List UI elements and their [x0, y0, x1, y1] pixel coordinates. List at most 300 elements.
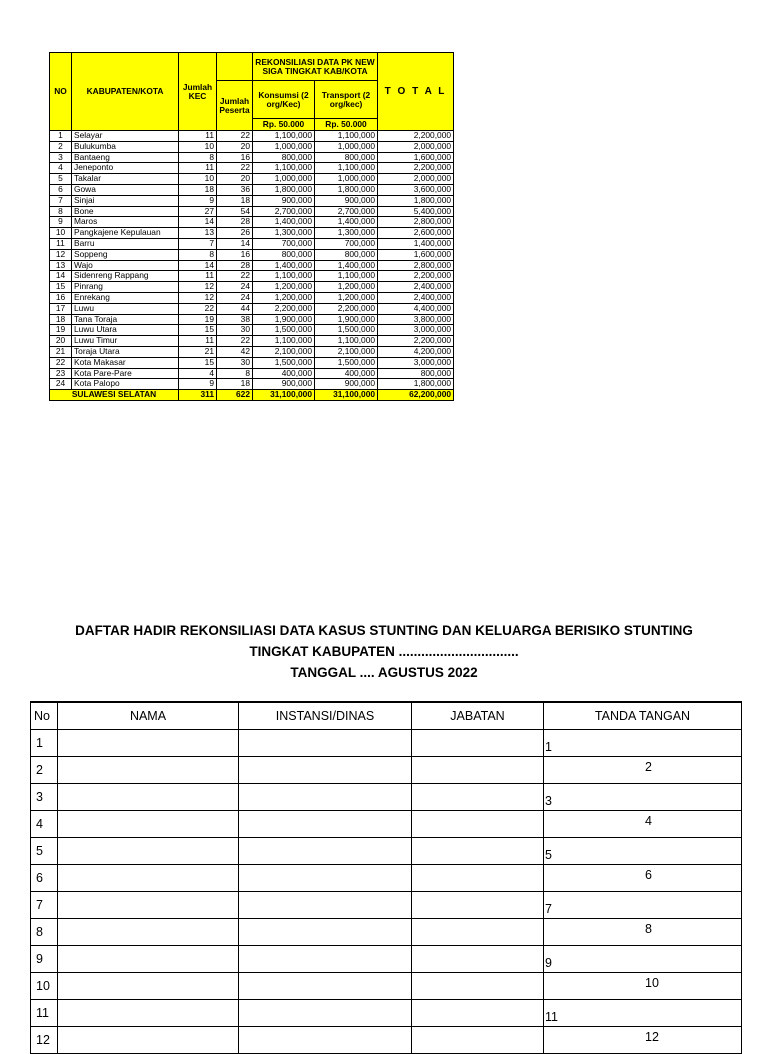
att-header-jabatan: JABATAN	[412, 702, 544, 730]
attendance-no: 7	[31, 892, 58, 919]
row-transport: 700,000	[315, 238, 378, 249]
row-kabupaten: Selayar	[72, 131, 179, 142]
recon-table-row	[50, 163, 454, 174]
attendance-row	[31, 784, 742, 811]
recon-table-row	[50, 346, 454, 357]
row-konsumsi: 1,300,000	[253, 228, 315, 239]
row-no: 12	[50, 249, 72, 260]
row-kabupaten: Toraja Utara	[72, 346, 179, 357]
att-header-nama: NAMA	[58, 702, 239, 730]
header-transport: Transport (2 org/kec)	[315, 81, 378, 119]
row-total: 1,400,000	[378, 238, 454, 249]
jabatan-field[interactable]	[412, 757, 544, 784]
row-peserta: 24	[217, 292, 253, 303]
row-transport: 400,000	[315, 368, 378, 379]
row-transport: 2,200,000	[315, 303, 378, 314]
attendance-table	[30, 701, 742, 1054]
header-no: NO	[50, 53, 72, 131]
jabatan-field[interactable]	[412, 892, 544, 919]
recon-table-row	[50, 379, 454, 390]
row-kec: 4	[179, 368, 217, 379]
jabatan-field[interactable]	[412, 919, 544, 946]
row-kec: 7	[179, 238, 217, 249]
signature-number: 3	[545, 794, 552, 808]
recon-table-row	[50, 357, 454, 368]
recon-table-row	[50, 141, 454, 152]
recon-table-row	[50, 271, 454, 282]
nama-field[interactable]	[58, 757, 239, 784]
instansi-field[interactable]	[239, 811, 412, 838]
row-kec: 15	[179, 357, 217, 368]
attendance-row	[31, 973, 742, 1000]
jabatan-field[interactable]	[412, 811, 544, 838]
instansi-field[interactable]	[239, 946, 412, 973]
attendance-row	[31, 730, 742, 757]
row-kabupaten: Luwu Utara	[72, 325, 179, 336]
signature-field[interactable]	[544, 730, 742, 757]
signature-field[interactable]	[544, 946, 742, 973]
row-kabupaten: Tana Toraja	[72, 314, 179, 325]
total-transport: 31,100,000	[315, 390, 378, 401]
row-konsumsi: 1,400,000	[253, 217, 315, 228]
recon-total-row	[50, 390, 454, 401]
row-transport: 1,200,000	[315, 282, 378, 293]
row-transport: 1,400,000	[315, 260, 378, 271]
reconciliation-body	[50, 131, 454, 401]
row-peserta: 38	[217, 314, 253, 325]
row-kabupaten: Jeneponto	[72, 163, 179, 174]
row-transport: 900,000	[315, 195, 378, 206]
jabatan-field[interactable]	[412, 865, 544, 892]
row-peserta: 44	[217, 303, 253, 314]
nama-field[interactable]	[58, 973, 239, 1000]
signature-number: 9	[545, 956, 552, 970]
row-no: 11	[50, 238, 72, 249]
row-kabupaten: Bantaeng	[72, 152, 179, 163]
row-konsumsi: 1,100,000	[253, 163, 315, 174]
row-kabupaten: Luwu Timur	[72, 336, 179, 347]
attendance-row	[31, 1027, 742, 1054]
row-konsumsi: 1,200,000	[253, 292, 315, 303]
attendance-no: 3	[31, 784, 58, 811]
row-konsumsi: 1,800,000	[253, 184, 315, 195]
row-no: 7	[50, 195, 72, 206]
signature-field[interactable]	[544, 892, 742, 919]
row-total: 2,400,000	[378, 292, 454, 303]
row-konsumsi: 700,000	[253, 238, 315, 249]
signature-number: 2	[645, 760, 652, 774]
row-konsumsi: 1,900,000	[253, 314, 315, 325]
recon-table-row	[50, 174, 454, 185]
row-total: 2,200,000	[378, 163, 454, 174]
nama-field[interactable]	[58, 919, 239, 946]
row-kec: 21	[179, 346, 217, 357]
row-kabupaten: Takalar	[72, 174, 179, 185]
row-peserta: 42	[217, 346, 253, 357]
row-kabupaten: Bulukumba	[72, 141, 179, 152]
row-total: 3,000,000	[378, 357, 454, 368]
recon-table-row	[50, 292, 454, 303]
attendance-row	[31, 811, 742, 838]
row-kabupaten: Sidenreng Rappang	[72, 271, 179, 282]
signature-number: 5	[545, 848, 552, 862]
row-total: 1,800,000	[378, 379, 454, 390]
row-total: 2,200,000	[378, 131, 454, 142]
row-total: 800,000	[378, 368, 454, 379]
reconciliation-table	[49, 52, 454, 401]
row-kec: 10	[179, 174, 217, 185]
jabatan-field[interactable]	[412, 973, 544, 1000]
row-kabupaten: Wajo	[72, 260, 179, 271]
instansi-field[interactable]	[239, 919, 412, 946]
row-kabupaten: Enrekang	[72, 292, 179, 303]
instansi-field[interactable]	[239, 730, 412, 757]
instansi-field[interactable]	[239, 1000, 412, 1027]
attendance-row	[31, 865, 742, 892]
row-konsumsi: 1,200,000	[253, 282, 315, 293]
row-total: 2,600,000	[378, 228, 454, 239]
row-konsumsi: 1,100,000	[253, 336, 315, 347]
signature-number: 8	[645, 922, 652, 936]
row-kec: 10	[179, 141, 217, 152]
row-konsumsi: 1,100,000	[253, 271, 315, 282]
instansi-field[interactable]	[239, 892, 412, 919]
recon-table-row	[50, 152, 454, 163]
attendance-row	[31, 838, 742, 865]
signature-number: 7	[545, 902, 552, 916]
recon-table-row	[50, 260, 454, 271]
row-kec: 11	[179, 336, 217, 347]
row-no: 20	[50, 336, 72, 347]
row-total: 2,800,000	[378, 217, 454, 228]
row-no: 15	[50, 282, 72, 293]
row-no: 9	[50, 217, 72, 228]
row-peserta: 22	[217, 271, 253, 282]
signature-field[interactable]	[544, 1000, 742, 1027]
recon-table-row	[50, 336, 454, 347]
row-peserta: 26	[217, 228, 253, 239]
row-konsumsi: 2,100,000	[253, 346, 315, 357]
row-transport: 1,800,000	[315, 184, 378, 195]
signature-field[interactable]	[544, 838, 742, 865]
row-transport: 1,500,000	[315, 357, 378, 368]
signature-number: 6	[645, 868, 652, 882]
row-kec: 8	[179, 152, 217, 163]
row-konsumsi: 2,700,000	[253, 206, 315, 217]
nama-field[interactable]	[58, 811, 239, 838]
row-transport: 1,100,000	[315, 131, 378, 142]
row-peserta: 14	[217, 238, 253, 249]
row-total: 1,600,000	[378, 152, 454, 163]
signature-field[interactable]	[544, 973, 742, 1000]
row-no: 1	[50, 131, 72, 142]
row-kec: 15	[179, 325, 217, 336]
row-konsumsi: 400,000	[253, 368, 315, 379]
row-konsumsi: 800,000	[253, 249, 315, 260]
attendance-no: 12	[31, 1027, 58, 1054]
row-transport: 1,400,000	[315, 217, 378, 228]
signature-number: 11	[545, 1010, 558, 1024]
row-kabupaten: Kota Pare-Pare	[72, 368, 179, 379]
total-peserta: 622	[217, 390, 253, 401]
row-peserta: 30	[217, 357, 253, 368]
row-peserta: 8	[217, 368, 253, 379]
row-transport: 2,700,000	[315, 206, 378, 217]
attendance-row	[31, 946, 742, 973]
row-konsumsi: 1,000,000	[253, 174, 315, 185]
row-total: 2,000,000	[378, 174, 454, 185]
row-kec: 18	[179, 184, 217, 195]
row-peserta: 22	[217, 163, 253, 174]
attendance-title	[0, 620, 768, 683]
header-total: T O T A L	[378, 53, 454, 131]
attendance-no: 8	[31, 919, 58, 946]
row-kec: 12	[179, 282, 217, 293]
row-no: 4	[50, 163, 72, 174]
row-no: 19	[50, 325, 72, 336]
row-konsumsi: 800,000	[253, 152, 315, 163]
row-total: 2,800,000	[378, 260, 454, 271]
attendance-no: 11	[31, 1000, 58, 1027]
row-kec: 27	[179, 206, 217, 217]
signature-number: 12	[645, 1030, 659, 1044]
header-rate-konsumsi: Rp. 50.000	[253, 119, 315, 131]
attendance-no: 5	[31, 838, 58, 865]
row-no: 18	[50, 314, 72, 325]
instansi-field[interactable]	[239, 757, 412, 784]
att-header-no: No	[31, 702, 58, 730]
attendance-no: 6	[31, 865, 58, 892]
row-kec: 8	[179, 249, 217, 260]
row-no: 16	[50, 292, 72, 303]
row-peserta: 16	[217, 249, 253, 260]
total-kec: 311	[179, 390, 217, 401]
attendance-no: 2	[31, 757, 58, 784]
recon-table-row	[50, 238, 454, 249]
recon-table-row	[50, 249, 454, 260]
row-kec: 12	[179, 292, 217, 303]
row-no: 22	[50, 357, 72, 368]
row-transport: 1,200,000	[315, 292, 378, 303]
jabatan-field[interactable]	[412, 1000, 544, 1027]
row-kec: 11	[179, 131, 217, 142]
row-kabupaten: Luwu	[72, 303, 179, 314]
signature-field[interactable]	[544, 865, 742, 892]
row-peserta: 24	[217, 282, 253, 293]
row-transport: 1,000,000	[315, 141, 378, 152]
row-transport: 2,100,000	[315, 346, 378, 357]
row-transport: 1,100,000	[315, 336, 378, 347]
row-peserta: 20	[217, 141, 253, 152]
row-no: 3	[50, 152, 72, 163]
row-kec: 19	[179, 314, 217, 325]
row-total: 4,200,000	[378, 346, 454, 357]
jabatan-field[interactable]	[412, 730, 544, 757]
attendance-no: 9	[31, 946, 58, 973]
row-konsumsi: 2,200,000	[253, 303, 315, 314]
row-no: 13	[50, 260, 72, 271]
row-konsumsi: 1,000,000	[253, 141, 315, 152]
attendance-title-line2: TINGKAT KABUPATEN ................................	[249, 644, 519, 659]
recon-table-row	[50, 228, 454, 239]
row-no: 24	[50, 379, 72, 390]
recon-table-row	[50, 131, 454, 142]
row-no: 21	[50, 346, 72, 357]
signature-field[interactable]	[544, 784, 742, 811]
row-kec: 13	[179, 228, 217, 239]
jabatan-field[interactable]	[412, 838, 544, 865]
row-no: 17	[50, 303, 72, 314]
row-no: 5	[50, 174, 72, 185]
nama-field[interactable]	[58, 865, 239, 892]
total-total: 62,200,000	[378, 390, 454, 401]
recon-table-row	[50, 282, 454, 293]
row-kabupaten: Pangkajene Kepulauan	[72, 228, 179, 239]
row-kec: 14	[179, 260, 217, 271]
attendance-row	[31, 892, 742, 919]
header-konsumsi: Konsumsi (2 org/Kec)	[253, 81, 315, 119]
attendance-no: 4	[31, 811, 58, 838]
instansi-field[interactable]	[239, 973, 412, 1000]
row-transport: 900,000	[315, 379, 378, 390]
row-total: 3,800,000	[378, 314, 454, 325]
recon-table-row	[50, 314, 454, 325]
row-total: 1,600,000	[378, 249, 454, 260]
attendance-row	[31, 757, 742, 784]
nama-field[interactable]	[58, 784, 239, 811]
nama-field[interactable]	[58, 838, 239, 865]
signature-field[interactable]	[544, 811, 742, 838]
jabatan-field[interactable]	[412, 946, 544, 973]
row-peserta: 28	[217, 260, 253, 271]
header-kabupaten: KABUPATEN/KOTA	[72, 53, 179, 131]
row-no: 8	[50, 206, 72, 217]
recon-table-row	[50, 206, 454, 217]
row-kabupaten: Barru	[72, 238, 179, 249]
recon-table-row	[50, 325, 454, 336]
row-total: 3,000,000	[378, 325, 454, 336]
attendance-title-line3: TANGGAL .... AGUSTUS 2022	[290, 665, 478, 680]
row-kec: 11	[179, 163, 217, 174]
instansi-field[interactable]	[239, 1027, 412, 1054]
instansi-field[interactable]	[239, 865, 412, 892]
row-kec: 22	[179, 303, 217, 314]
header-rate-transport: Rp. 50.000	[315, 119, 378, 131]
row-peserta: 28	[217, 217, 253, 228]
row-konsumsi: 900,000	[253, 195, 315, 206]
recon-table-row	[50, 195, 454, 206]
total-label: SULAWESI SELATAN	[50, 390, 179, 401]
header-jumlah-kec: Jumlah KEC	[179, 53, 217, 131]
row-no: 6	[50, 184, 72, 195]
signature-field[interactable]	[544, 919, 742, 946]
attendance-body	[31, 730, 742, 1054]
nama-field[interactable]	[58, 1027, 239, 1054]
attendance-no: 1	[31, 730, 58, 757]
row-transport: 1,100,000	[315, 271, 378, 282]
row-peserta: 54	[217, 206, 253, 217]
nama-field[interactable]	[58, 946, 239, 973]
att-header-tanda-tangan: TANDA TANGAN	[544, 702, 742, 730]
row-konsumsi: 900,000	[253, 379, 315, 390]
header-group-title: REKONSILIASI DATA PK NEW SIGA TINGKAT KAB/KOTA	[253, 53, 378, 81]
row-konsumsi: 1,500,000	[253, 357, 315, 368]
row-transport: 1,900,000	[315, 314, 378, 325]
row-transport: 800,000	[315, 152, 378, 163]
row-transport: 1,100,000	[315, 163, 378, 174]
recon-table-row	[50, 184, 454, 195]
row-kabupaten: Bone	[72, 206, 179, 217]
row-transport: 1,300,000	[315, 228, 378, 239]
row-konsumsi: 1,500,000	[253, 325, 315, 336]
header-blank	[217, 53, 253, 81]
jabatan-field[interactable]	[412, 1027, 544, 1054]
nama-field[interactable]	[58, 1000, 239, 1027]
attendance-row	[31, 1000, 742, 1027]
row-kabupaten: Pinrang	[72, 282, 179, 293]
row-peserta: 18	[217, 379, 253, 390]
row-kec: 9	[179, 195, 217, 206]
nama-field[interactable]	[58, 730, 239, 757]
attendance-row	[31, 919, 742, 946]
row-kabupaten: Gowa	[72, 184, 179, 195]
row-peserta: 18	[217, 195, 253, 206]
row-total: 5,400,000	[378, 206, 454, 217]
row-peserta: 36	[217, 184, 253, 195]
total-konsumsi: 31,100,000	[253, 390, 315, 401]
row-transport: 1,500,000	[315, 325, 378, 336]
signature-number: 10	[645, 976, 659, 990]
signature-field[interactable]	[544, 1027, 742, 1054]
signature-number: 1	[545, 740, 552, 754]
row-konsumsi: 1,400,000	[253, 260, 315, 271]
row-peserta: 20	[217, 174, 253, 185]
attendance-title-line1: DAFTAR HADIR REKONSILIASI DATA KASUS STUNTING DAN KELUARGA BERISIKO STUNTING	[75, 623, 693, 638]
header-jumlah-peserta: Jumlah Peserta	[217, 81, 253, 131]
instansi-field[interactable]	[239, 784, 412, 811]
instansi-field[interactable]	[239, 838, 412, 865]
row-kabupaten: Maros	[72, 217, 179, 228]
att-header-instansi: INSTANSI/DINAS	[239, 702, 412, 730]
row-no: 10	[50, 228, 72, 239]
row-kabupaten: Sinjai	[72, 195, 179, 206]
row-peserta: 22	[217, 336, 253, 347]
row-total: 4,400,000	[378, 303, 454, 314]
recon-table-row	[50, 368, 454, 379]
recon-table-row	[50, 303, 454, 314]
row-total: 2,400,000	[378, 282, 454, 293]
row-total: 1,800,000	[378, 195, 454, 206]
jabatan-field[interactable]	[412, 784, 544, 811]
attendance-no: 10	[31, 973, 58, 1000]
row-no: 2	[50, 141, 72, 152]
row-total: 3,600,000	[378, 184, 454, 195]
nama-field[interactable]	[58, 892, 239, 919]
row-transport: 800,000	[315, 249, 378, 260]
row-transport: 1,000,000	[315, 174, 378, 185]
row-total: 2,000,000	[378, 141, 454, 152]
row-kec: 9	[179, 379, 217, 390]
row-kec: 14	[179, 217, 217, 228]
signature-field[interactable]	[544, 757, 742, 784]
row-peserta: 22	[217, 131, 253, 142]
row-total: 2,200,000	[378, 271, 454, 282]
row-konsumsi: 1,100,000	[253, 131, 315, 142]
row-peserta: 16	[217, 152, 253, 163]
row-peserta: 30	[217, 325, 253, 336]
row-total: 2,200,000	[378, 336, 454, 347]
row-kec: 11	[179, 271, 217, 282]
